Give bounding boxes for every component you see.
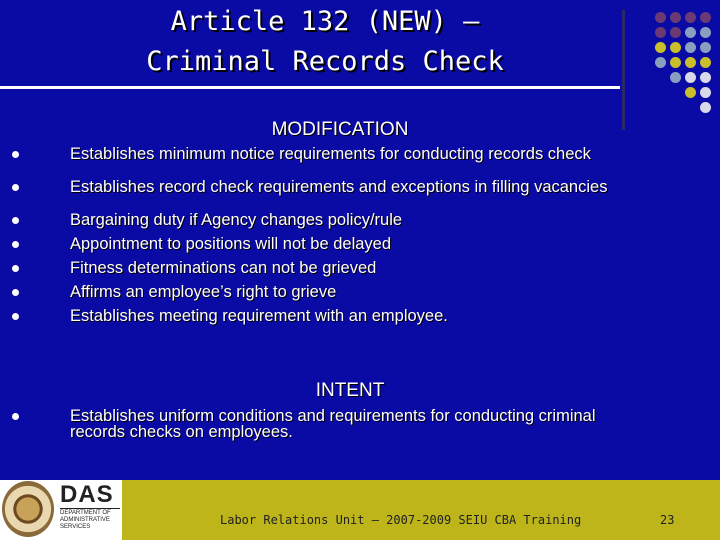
decorative-dot [655, 42, 666, 53]
bullet-icon [12, 413, 19, 420]
list-item [0, 260, 650, 284]
decorative-dot [685, 57, 696, 68]
list-item [0, 212, 650, 236]
decorative-dot [685, 27, 696, 38]
decorative-dot [655, 12, 666, 23]
title-line-2: Criminal Records Check [146, 46, 504, 77]
list-item-text: Affirms an employee’s right to grieve [70, 283, 337, 301]
decorative-dot [700, 102, 711, 113]
decorative-dot [685, 42, 696, 53]
decorative-dot [670, 42, 681, 53]
bullet-icon [12, 265, 19, 272]
decorative-dot [670, 72, 681, 83]
bullet-icon [12, 241, 19, 248]
slide-title [60, 2, 590, 82]
intent-list [0, 408, 650, 444]
bullet-icon [12, 313, 19, 320]
state-seal-icon [2, 481, 54, 537]
bullet-icon [12, 184, 19, 191]
decorative-dot [655, 57, 666, 68]
list-item-text: Appointment to positions will not be delayed [70, 235, 392, 253]
decorative-dot [700, 27, 711, 38]
list-item-text: Bargaining duty if Agency changes policy/rule [70, 211, 403, 229]
decorative-dot [700, 87, 711, 98]
modification-heading: MODIFICATION [271, 119, 409, 140]
list-item-text: Establishes uniform conditions and requirements for conducting criminal records checks on employees. [70, 407, 596, 441]
decorative-dot [700, 57, 711, 68]
das-logo-text: DAS [60, 481, 114, 508]
list-item [0, 146, 650, 179]
decorative-dot [670, 27, 681, 38]
list-item [0, 179, 650, 212]
list-item-text: Fitness determinations can not be grieved [70, 259, 377, 277]
decorative-dot [685, 72, 696, 83]
list-item-text: Establishes record check requirements and exceptions in filling vacancies [70, 178, 608, 196]
decorative-dot [685, 87, 696, 98]
decorative-dot [655, 27, 666, 38]
list-item [0, 408, 650, 444]
decorative-dot [670, 12, 681, 23]
list-item [0, 236, 650, 260]
title-divider [0, 86, 620, 89]
das-logo-subtext: DEPARTMENT OF ADMINISTRATIVE SERVICES [60, 508, 120, 531]
footer-text: Labor Relations Unit – 2007-2009 SEIU CBA Training [220, 513, 582, 527]
intent-heading: INTENT [315, 380, 385, 401]
bullet-icon [12, 289, 19, 296]
das-logo [60, 482, 120, 538]
decorative-dot [670, 57, 681, 68]
page-number: 23 [660, 513, 675, 527]
list-item-text: Establishes meeting requirement with an employee. [70, 307, 448, 325]
list-item [0, 284, 650, 308]
bullet-icon [12, 217, 19, 224]
modification-list [0, 146, 650, 332]
decorative-dot [685, 12, 696, 23]
vertical-divider [622, 10, 625, 130]
decorative-dot [700, 42, 711, 53]
decorative-dot [700, 72, 711, 83]
list-item [0, 308, 650, 332]
decorative-dot [700, 12, 711, 23]
list-item-text: Establishes minimum notice requirements for conducting records check [70, 145, 591, 163]
bullet-icon [12, 151, 19, 158]
title-line-1: Article 132 (NEW) – [170, 6, 480, 37]
decorative-dot-grid [640, 12, 720, 122]
